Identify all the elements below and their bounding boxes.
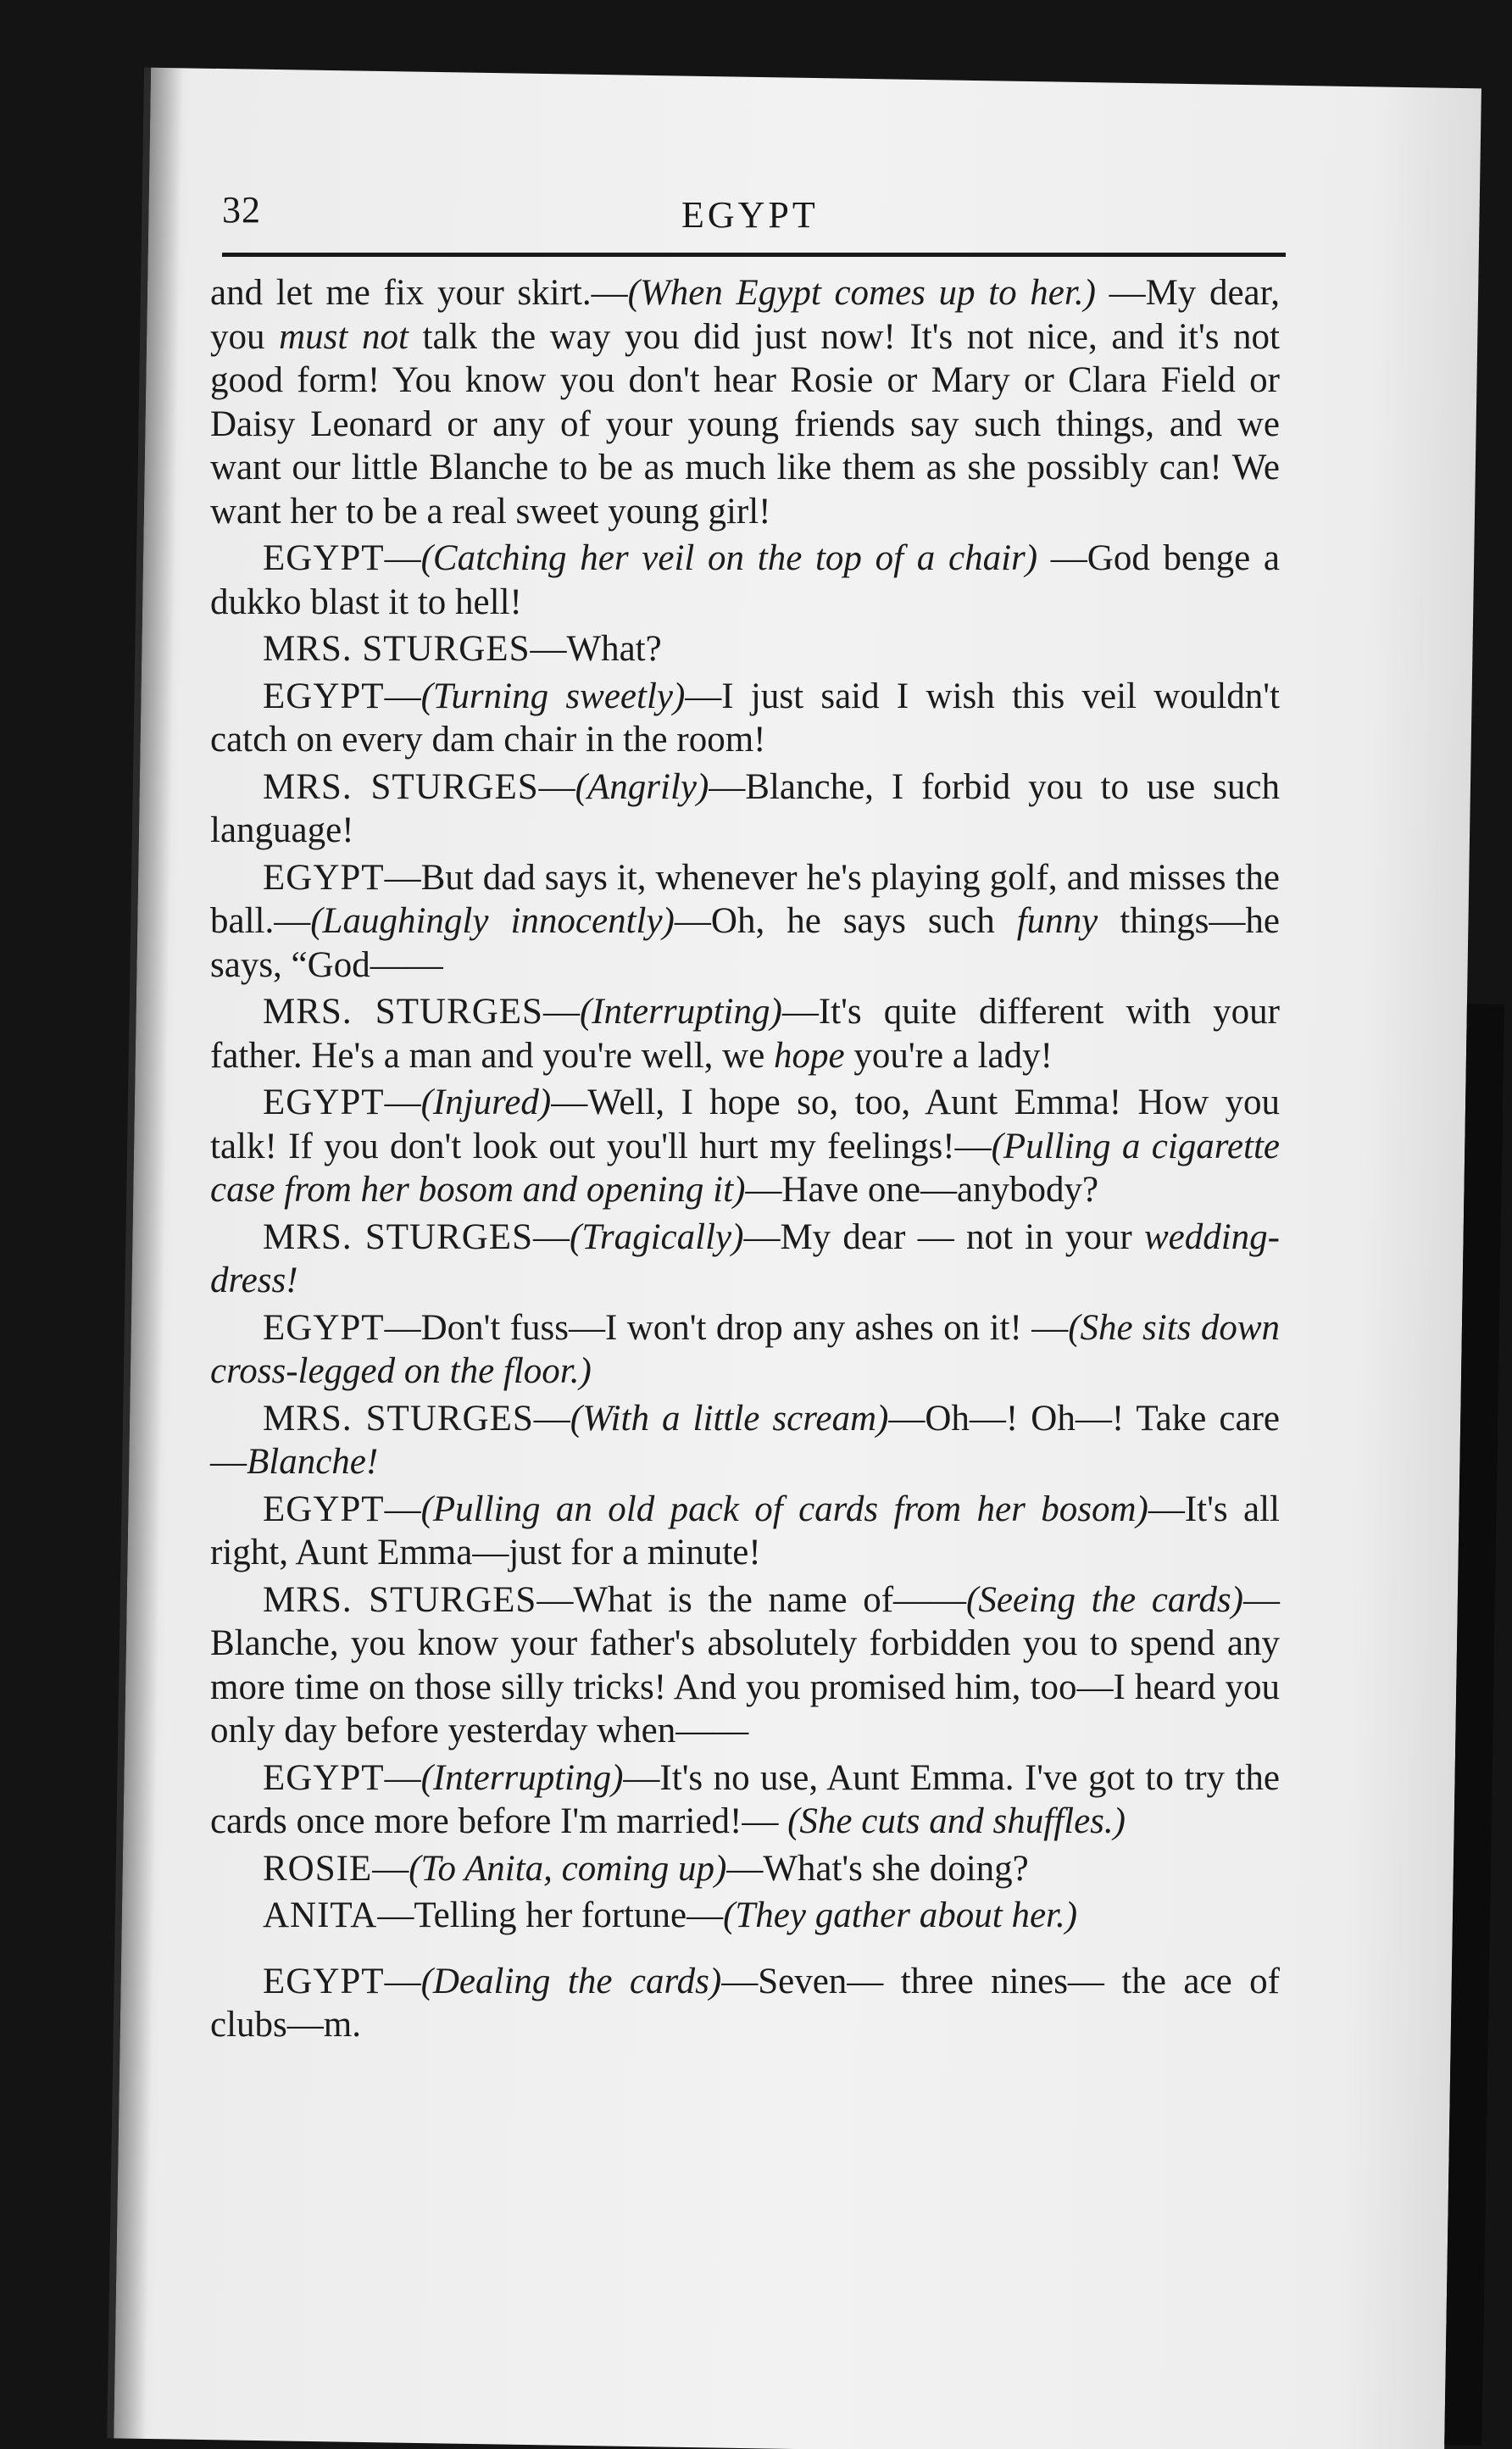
spine-shadow bbox=[114, 68, 183, 2439]
body-text bbox=[210, 271, 1280, 2051]
speaker-name: ANITA bbox=[263, 1895, 378, 1935]
dialogue-text: —Seven— three nines— the ace of clubs—m. bbox=[210, 1961, 1280, 2045]
dialogue-text: —I just said I wish this veil wouldn't catch on every dam chair in the room! bbox=[210, 676, 1280, 760]
dialogue-text: — bbox=[384, 1489, 421, 1529]
dialogue-text: —Blanche, I forbid you to use such language! bbox=[210, 766, 1281, 850]
dialogue-paragraph bbox=[210, 537, 1280, 624]
dialogue-text: —What is the name of—— bbox=[536, 1579, 967, 1620]
dialogue-text: —God benge a dukko blast it to hell! bbox=[210, 538, 1281, 622]
speaker-name: EGYPT bbox=[263, 538, 385, 578]
dialogue-text: you're a lady! bbox=[844, 1035, 1053, 1076]
stage-direction: (Interrupting) bbox=[420, 1757, 624, 1798]
dialogue-text: — bbox=[384, 676, 421, 716]
dialogue-paragraph bbox=[210, 1081, 1280, 1212]
speaker-name: EGYPT bbox=[263, 1489, 385, 1529]
dialogue-text: —It's no use, Aunt Emma. I've got to try the cards once more before I'm married!— bbox=[210, 1757, 1280, 1841]
dialogue-text: —It's quite different with your father. He's a man and you're well, we bbox=[210, 992, 1280, 1076]
page-number: 32 bbox=[222, 189, 261, 231]
dialogue-text: — bbox=[538, 766, 575, 807]
dialogue-text: —Blanche, you know your father's absolutely forbidden you to spend any more time on those silly tricks! And you promised him, too—I heard you only day before yesterday when—— bbox=[210, 1579, 1280, 1750]
next-page-edge bbox=[1444, 1004, 1504, 2445]
speaker-name: EGYPT bbox=[263, 1757, 385, 1798]
dialogue-paragraph bbox=[210, 627, 1280, 671]
dialogue-text: — bbox=[533, 1216, 570, 1257]
speaker-name: MRS. STURGES bbox=[263, 766, 539, 807]
dialogue-text: — bbox=[384, 538, 421, 578]
stage-direction: (Injured) bbox=[420, 1083, 552, 1122]
stage-direction: (Dealing the cards) bbox=[420, 1961, 722, 2001]
speaker-name: MRS. STURGES bbox=[263, 1579, 537, 1620]
speaker-name: MRS. STURGES bbox=[263, 629, 531, 669]
dialogue-paragraph bbox=[210, 1306, 1280, 1394]
speaker-name: EGYPT bbox=[263, 1307, 385, 1348]
dialogue-text: —Well, I hope so, too, Aunt Emma! How you talk! If you don't look out you'll hurt my feelings!— bbox=[210, 1083, 1280, 1166]
stage-direction: (They gather about her.) bbox=[723, 1895, 1078, 1935]
dialogue-text: — bbox=[384, 1083, 421, 1122]
speaker-name: MRS. STURGES bbox=[263, 992, 543, 1032]
speaker-name: MRS. STURGES bbox=[263, 1216, 533, 1257]
dialogue-text: talk the way you did just now! It's not nice, and it's not good form! You know you don't hear Rosie or Mary or Clara Field or Daisy Leonard or any of your young friends say such things, and we want our little Blanche to be as much like them as she possibly can! We want her to be a real sweet young girl! bbox=[210, 316, 1280, 532]
stage-direction: hope bbox=[774, 1035, 845, 1076]
stage-direction: (Angrily) bbox=[575, 766, 709, 807]
dialogue-text: —Telling her fortune— bbox=[377, 1895, 724, 1935]
paragraph-gap bbox=[210, 1941, 1280, 1960]
stage-direction: (Turning sweetly) bbox=[420, 676, 686, 716]
dialogue-text: — bbox=[372, 1848, 409, 1889]
dialogue-text: —My dear — not in your bbox=[743, 1216, 1144, 1257]
speaker-name: ROSIE bbox=[263, 1848, 373, 1889]
stage-direction: (Interrupting) bbox=[579, 992, 782, 1032]
dialogue-text: —But dad says it, whenever he's playing golf, and misses the ball.— bbox=[210, 857, 1280, 941]
dialogue-paragraph bbox=[210, 856, 1280, 988]
dialogue-text: —What's she doing? bbox=[726, 1848, 1029, 1889]
stage-direction: (She cuts and shuffles.) bbox=[787, 1801, 1126, 1841]
dialogue-paragraph bbox=[210, 1894, 1280, 1938]
speaker-name: MRS. STURGES bbox=[263, 1398, 534, 1439]
speaker-name: EGYPT bbox=[263, 1083, 385, 1122]
stage-direction: (When Egypt comes up to her.) bbox=[627, 273, 1096, 313]
dialogue-paragraph bbox=[210, 1488, 1280, 1575]
stage-direction: (Pulling a cigarette case from her bosom and opening it) bbox=[210, 1126, 1280, 1210]
stage-direction: (Catching her veil on the top of a chair) bbox=[420, 538, 1038, 578]
dialogue-text: — bbox=[533, 1398, 570, 1439]
dialogue-text: — bbox=[542, 992, 580, 1032]
dialogue-paragraph bbox=[210, 1578, 1280, 1753]
dialogue-paragraph bbox=[210, 1216, 1280, 1303]
dialogue-paragraph bbox=[210, 1397, 1280, 1484]
dialogue-paragraph bbox=[210, 765, 1280, 853]
dialogue-paragraph bbox=[210, 1847, 1280, 1891]
stage-direction: (She sits down cross-legged on the floor.) bbox=[210, 1307, 1281, 1391]
dialogue-text: — bbox=[384, 1757, 421, 1798]
stage-direction: (Seeing the cards) bbox=[966, 1579, 1243, 1620]
stage-direction: Blanche! bbox=[247, 1442, 379, 1482]
speaker-name: EGYPT bbox=[263, 857, 385, 898]
dialogue-text: —My dear, you bbox=[210, 273, 1280, 357]
dialogue-text: — bbox=[384, 1961, 421, 2001]
dialogue-text: things—he says, “God—— bbox=[210, 901, 1280, 985]
dialogue-paragraph bbox=[210, 990, 1280, 1077]
page-header bbox=[222, 186, 1286, 263]
dialogue-text: —It's all right, Aunt Emma—just for a minute! bbox=[210, 1489, 1280, 1572]
dialogue-paragraph bbox=[210, 1756, 1280, 1844]
dialogue-text: —Oh, he says such bbox=[674, 901, 1017, 941]
dialogue-paragraph bbox=[210, 1960, 1280, 2047]
stage-direction: must not bbox=[279, 316, 409, 357]
stage-direction: (To Anita, coming up) bbox=[409, 1848, 727, 1889]
running-title: EGYPT bbox=[681, 194, 819, 236]
speaker-name: EGYPT bbox=[263, 676, 385, 716]
dialogue-paragraph bbox=[210, 271, 1280, 533]
dialogue-text: —Have one—anybody? bbox=[745, 1170, 1099, 1210]
speaker-name: EGYPT bbox=[263, 1961, 385, 2001]
dialogue-text: —What? bbox=[530, 629, 662, 669]
dialogue-text: and let me fix your skirt.— bbox=[210, 273, 628, 313]
stage-direction: funny bbox=[1016, 901, 1098, 941]
stage-direction: (Pulling an old pack of cards from her bosom) bbox=[420, 1489, 1148, 1529]
stage-direction: (Tragically) bbox=[570, 1216, 744, 1257]
stage-direction: (With a little scream) bbox=[570, 1398, 889, 1439]
dialogue-paragraph bbox=[210, 675, 1280, 762]
dialogue-text: —Don't fuss—I won't drop any ashes on it! — bbox=[384, 1307, 1069, 1348]
header-rule bbox=[222, 253, 1286, 257]
dialogue-text: —Oh—! Oh—! Take care— bbox=[210, 1398, 1280, 1482]
stage-direction: wedding-dress! bbox=[210, 1216, 1281, 1300]
stage-direction: (Laughingly innocently) bbox=[310, 901, 675, 941]
